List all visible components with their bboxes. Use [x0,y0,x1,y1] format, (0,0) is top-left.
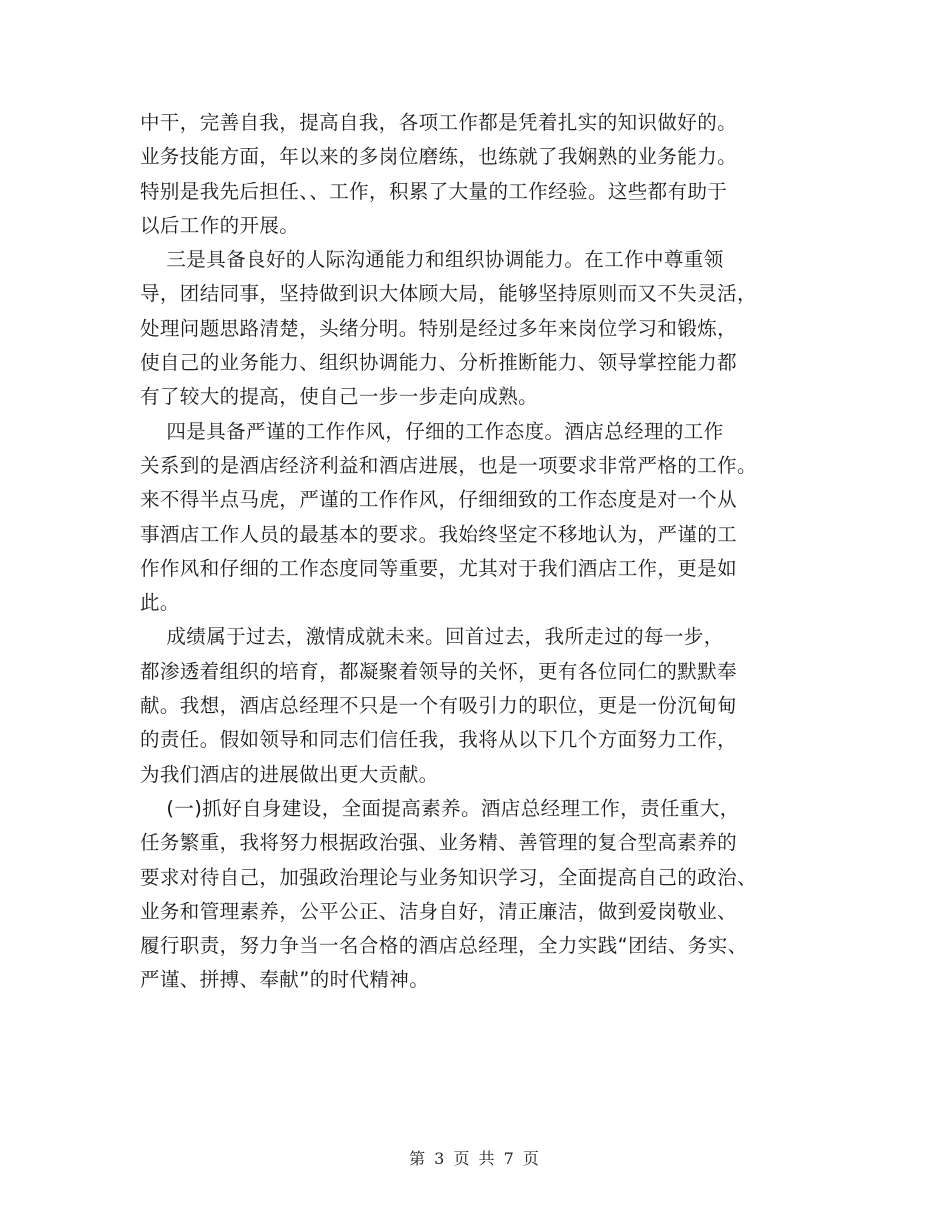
paragraph [140,243,810,414]
body-text [140,106,810,998]
text-line: 关系到的是酒店经济利益和酒店进展，也是一项要求非常严格的工作。 [140,453,757,477]
text-line: 业务和管理素养，公平公正、洁身自好，清正廉洁，做到爱岗敬业、 [140,899,738,923]
text-line: 要求对待自己，加强政治理论与业务知识学习，全面提高自己的政治、 [140,865,757,889]
text-line: 特别是我先后担任、、工作，积累了大量的工作经验。这些都有助于 [140,179,728,203]
paragraph [140,792,810,998]
text-line: 的责任。假如领导和同志们信任我，我将从以下几个方面努力工作， [140,728,738,752]
text-line: 成绩属于过去，激情成就未来。回首过去，我所走过的每一步， [140,625,724,649]
text-line: 有了较大的提高，使自己一步一步走向成熟。 [140,385,539,409]
page-footer: 第 3 页 共 7 页 [409,1149,541,1168]
text-line: 使自己的业务能力、组织协调能力、分析推断能力、领导掌控能力都 [140,351,738,375]
text-line: 都渗透着组织的培育，都凝聚着领导的关怀，更有各位同仁的默默奉 [140,659,738,683]
text-line: (一)抓好自身建设，全面提高素养。酒店总经理工作，责任重大， [140,796,740,820]
text-line: 中干，完善自我，提高自我，各项工作都是凭着扎实的知识做好的。 [140,111,738,134]
text-line: 四是具备严谨的工作作风，仔细的工作态度。酒店总经理的工作 [140,419,724,443]
text-line: 为我们酒店的进展做出更大贡献。 [140,762,439,786]
paragraph [140,620,810,791]
text-line: 来不得半点马虎，严谨的工作作风，仔细细致的工作态度是对一个从 [140,488,738,512]
text-line: 履行职责，努力争当一名合格的酒店总经理，全力实践“团结、务实、 [140,934,748,958]
text-line: 以后工作的开展。 [140,213,300,237]
text-line: 任务繁重，我将努力根据政治强、业务精、善管理的复合型高素养的 [140,831,738,855]
text-line: 三是具备良好的人际沟通能力和组织协调能力。在工作中尊重领 [140,248,724,272]
text-line: 严谨、拼搏、奉献”的时代精神。 [140,968,430,992]
paragraph [140,415,810,621]
text-line: 事酒店工作人员的最基本的要求。我始终坚定不移地认为，严谨的工 [140,522,738,546]
text-line: 导，团结同事，坚持做到识大体顾大局，能够坚持原则而又不失灵活， [140,282,757,306]
text-line: 此。 [140,591,180,615]
text-line: 处理问题思路清楚，头绪分明。特别是经过多年来岗位学习和锻炼， [140,316,738,340]
text-line: 作作风和仔细的工作态度同等重要，尤其对于我们酒店工作，更是如 [140,556,738,580]
text-line: 业务技能方面，年以来的多岗位磨练，也练就了我娴熟的业务能力。 [140,145,738,169]
paragraph [140,106,810,243]
text-line: 献。我想，酒店总经理不只是一个有吸引力的职位，更是一份沉甸甸 [140,694,738,718]
